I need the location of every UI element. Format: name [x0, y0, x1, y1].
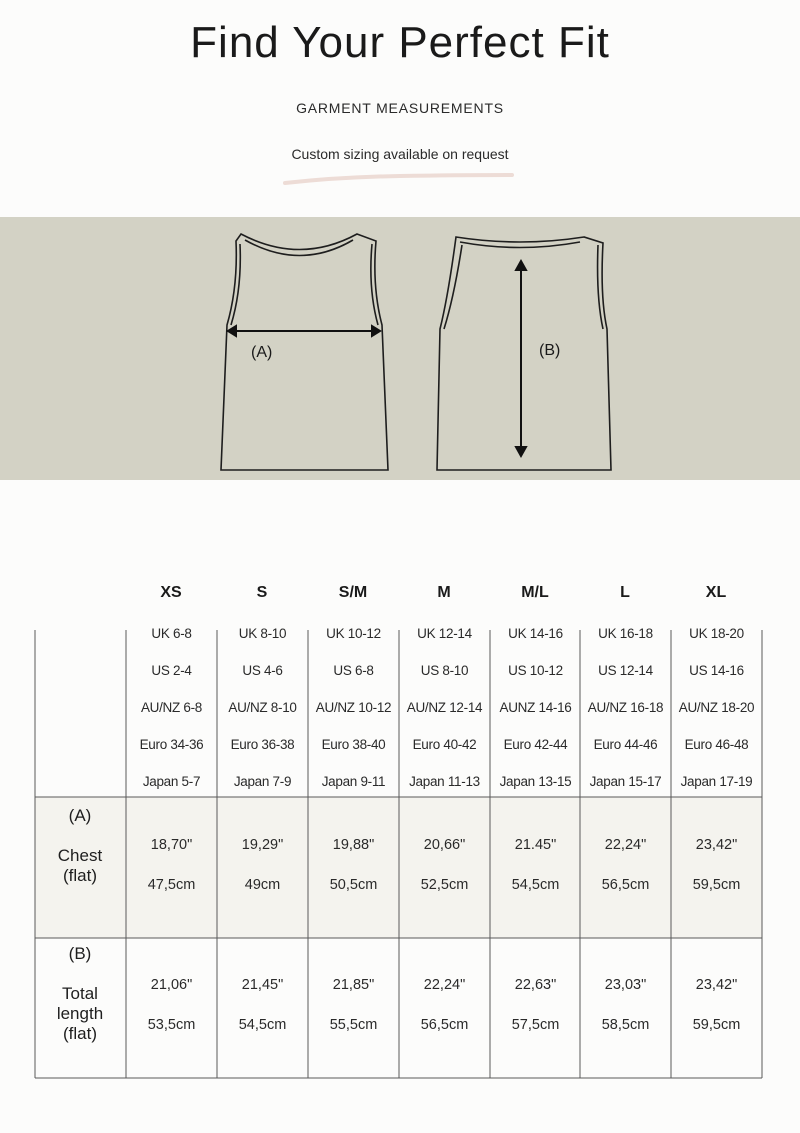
- length-diagram-label: (B): [539, 342, 561, 359]
- size-conversion-japan-ml: Japan 13-15: [499, 774, 572, 789]
- chest-cm-xl: 59,5cm: [692, 877, 741, 893]
- size-conversion-uk-m: UK 12-14: [417, 626, 472, 641]
- size-conversion-uk-ml: UK 14-16: [508, 626, 563, 641]
- chest-inches-xl: 23,42": [695, 837, 738, 853]
- size-conversion-euro-l: Euro 44-46: [593, 737, 658, 752]
- length-cm-sm: 55,5cm: [329, 1017, 378, 1033]
- chest-inches-l: 22,24": [604, 837, 647, 853]
- size-conversion-us-xs: US 2-4: [151, 663, 192, 678]
- size-conversion-japan-xs: Japan 5-7: [142, 774, 201, 789]
- size-header-s: S: [256, 584, 268, 601]
- back-tank-outline: [437, 237, 611, 470]
- size-header-sm: S/M: [338, 584, 368, 601]
- length-cm-xl: 59,5cm: [692, 1017, 741, 1033]
- length-cm-ml: 57,5cm: [511, 1017, 560, 1033]
- size-conversion-us-ml: US 10-12: [508, 663, 563, 678]
- length-inches-xs: 21,06": [150, 977, 193, 993]
- length-arrow: [516, 261, 526, 456]
- size-conversion-japan-m: Japan 11-13: [409, 774, 480, 789]
- chest-inches-s: 19,29": [241, 837, 284, 853]
- length-label-line3: (flat): [63, 1024, 97, 1043]
- chest-label-line1: Chest: [57, 846, 103, 865]
- size-conversion-uk-l: UK 16-18: [598, 626, 653, 641]
- length-inches-m: 22,24": [423, 977, 466, 993]
- chest-cm-m: 52,5cm: [420, 877, 469, 893]
- length-cm-xs: 53,5cm: [147, 1017, 196, 1033]
- length-code: (B): [68, 944, 92, 963]
- size-header-xs: XS: [160, 584, 182, 601]
- size-conversion-us-m: US 8-10: [420, 663, 469, 678]
- chest-label-line2: (flat): [63, 866, 97, 885]
- chest-inches-m: 20,66": [423, 837, 466, 853]
- chest-cm-xs: 47,5cm: [147, 877, 196, 893]
- length-label-line1: Total: [62, 984, 98, 1003]
- size-conversion-uk-sm: UK 10-12: [326, 626, 381, 641]
- chest-label: [34, 846, 126, 886]
- size-conversion-euro-s: Euro 36-38: [230, 737, 295, 752]
- length-inches-sm: 21,85": [332, 977, 375, 993]
- size-conversion-uk-s: UK 8-10: [238, 626, 287, 641]
- chest-arrow: [228, 326, 380, 336]
- size-conversion-aunz-l: AU/NZ 16-18: [587, 700, 664, 715]
- size-header-ml: M/L: [521, 584, 549, 601]
- length-cm-l: 58,5cm: [601, 1017, 650, 1033]
- chest-inches-ml: 21.45": [514, 837, 557, 853]
- size-header-l: L: [620, 584, 630, 601]
- size-conversion-japan-s: Japan 7-9: [233, 774, 292, 789]
- length-inches-ml: 22,63": [514, 977, 557, 993]
- chest-code: (A): [68, 806, 92, 825]
- size-conversion-us-sm: US 6-8: [333, 663, 374, 678]
- length-inches-s: 21,45": [241, 977, 284, 993]
- size-header-xl: XL: [705, 584, 727, 601]
- chest-cm-l: 56,5cm: [601, 877, 650, 893]
- chest-inches-xs: 18,70": [150, 837, 193, 853]
- size-conversion-aunz-xs: AU/NZ 6-8: [140, 700, 203, 715]
- chest-cm-sm: 50,5cm: [329, 877, 378, 893]
- size-conversion-uk-xl: UK 18-20: [689, 626, 744, 641]
- size-conversion-euro-ml: Euro 42-44: [503, 737, 568, 752]
- size-header-m: M: [437, 584, 451, 601]
- size-conversion-us-l: US 12-14: [598, 663, 653, 678]
- length-cm-s: 54,5cm: [238, 1017, 287, 1033]
- size-conversion-aunz-m: AU/NZ 12-14: [406, 700, 483, 715]
- custom-sizing-note: Custom sizing available on request: [291, 146, 509, 162]
- page-title: Find Your Perfect Fit: [190, 18, 610, 67]
- tank-top-diagram: [0, 217, 800, 480]
- size-conversion-euro-sm: Euro 38-40: [321, 737, 386, 752]
- chest-inches-sm: 19,88": [332, 837, 375, 853]
- length-cm-m: 56,5cm: [420, 1017, 469, 1033]
- chest-diagram-label: (A): [251, 344, 273, 361]
- page-subtitle: GARMENT MEASUREMENTS: [296, 100, 504, 116]
- length-inches-l: 23,03": [604, 977, 647, 993]
- brush-stroke-decoration: [280, 168, 520, 192]
- chest-row-background: [35, 797, 762, 938]
- size-conversion-us-xl: US 14-16: [689, 663, 744, 678]
- size-conversion-euro-m: Euro 40-42: [412, 737, 477, 752]
- chest-cm-ml: 54,5cm: [511, 877, 560, 893]
- size-conversion-euro-xl: Euro 46-48: [684, 737, 749, 752]
- length-label-line2: length: [56, 1004, 104, 1023]
- size-conversion-euro-xs: Euro 34-36: [139, 737, 204, 752]
- length-inches-xl: 23,42": [695, 977, 738, 993]
- size-conversion-uk-xs: UK 6-8: [151, 626, 192, 641]
- size-conversion-aunz-ml: AUNZ 14-16: [499, 700, 572, 715]
- size-conversion-aunz-xl: AU/NZ 18-20: [678, 700, 755, 715]
- size-conversion-japan-sm: Japan 9-11: [321, 774, 386, 789]
- size-conversion-us-s: US 4-6: [242, 663, 283, 678]
- size-conversion-japan-l: Japan 15-17: [589, 774, 662, 789]
- chest-cm-s: 49cm: [244, 877, 281, 893]
- front-tank-outline: [221, 234, 388, 470]
- length-label: [34, 984, 126, 1044]
- size-conversion-aunz-sm: AU/NZ 10-12: [315, 700, 392, 715]
- size-conversion-japan-xl: Japan 17-19: [680, 774, 753, 789]
- garment-diagram-band: [0, 217, 800, 480]
- size-conversion-aunz-s: AU/NZ 8-10: [228, 700, 297, 715]
